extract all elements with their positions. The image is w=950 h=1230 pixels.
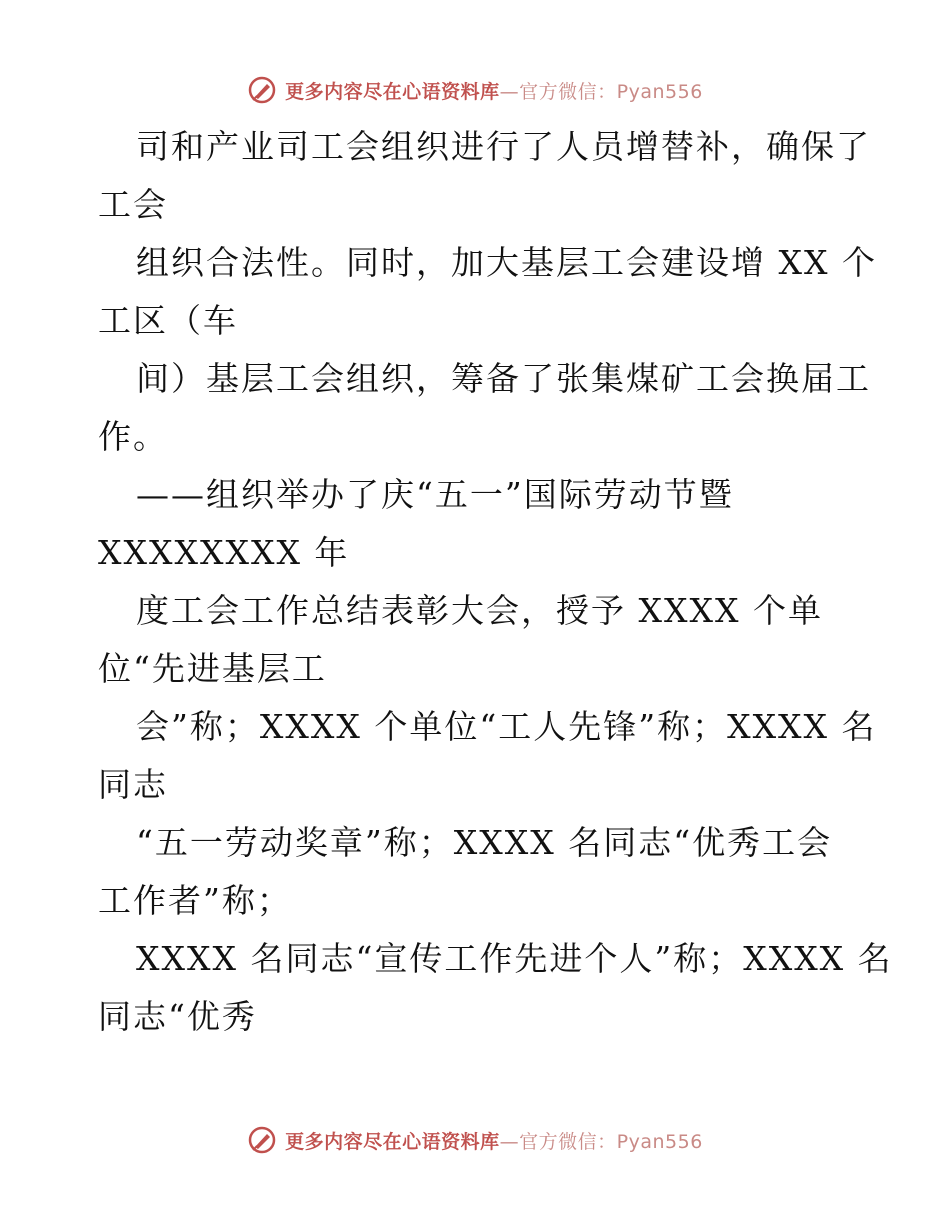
body-line: 间）基层工会组织，筹备了张集煤矿工会换届工 — [136, 359, 871, 398]
header-banner — [0, 72, 950, 108]
body-line: XXXXXXXX 年 — [98, 533, 350, 572]
body-line: 作。 — [98, 417, 168, 456]
body-line: XXXX 名同志“宣传工作先进个人”称；XXXX 名 — [136, 939, 893, 978]
footer-banner-text — [285, 1127, 703, 1154]
body-line: 工作者”称； — [98, 881, 292, 920]
header-banner-separator: — — [499, 80, 520, 103]
body-line: 组织合法性。同时，加大基层工会建设增 XX 个 — [136, 243, 877, 282]
body-line: 度工会工作总结表彰大会，授予 XXXX 个单 — [136, 591, 823, 630]
header-banner-text — [285, 77, 703, 104]
body-line: 同志 — [98, 765, 168, 804]
body-line: 同志“优秀 — [98, 997, 257, 1036]
header-banner-sub: 官方微信：Pyan556 — [519, 80, 703, 103]
body-line: 工会 — [98, 185, 168, 224]
body-line: “五一劳动奖章”称；XXXX 名同志“优秀工会 — [136, 823, 833, 862]
footer-banner — [0, 1122, 950, 1158]
body-line: ——组织举办了庆“五一”国际劳动节暨 — [136, 475, 734, 514]
document-body — [98, 118, 893, 1046]
body-line: 位“先进基层工 — [98, 649, 327, 688]
body-line: 会”称；XXXX 个单位“工人先锋”称；XXXX 名 — [136, 707, 877, 746]
body-line: 工区（车 — [98, 301, 238, 340]
quill-logo-icon — [247, 75, 277, 105]
body-line: 司和产业司工会组织进行了人员增替补，确保了 — [136, 127, 871, 166]
footer-banner-main: 更多内容尽在心语资料库 — [285, 1130, 500, 1153]
footer-banner-sub: 官方微信：Pyan556 — [519, 1130, 703, 1153]
footer-banner-separator: — — [499, 1130, 520, 1153]
header-banner-main: 更多内容尽在心语资料库 — [285, 80, 500, 103]
quill-logo-icon — [247, 1125, 277, 1155]
